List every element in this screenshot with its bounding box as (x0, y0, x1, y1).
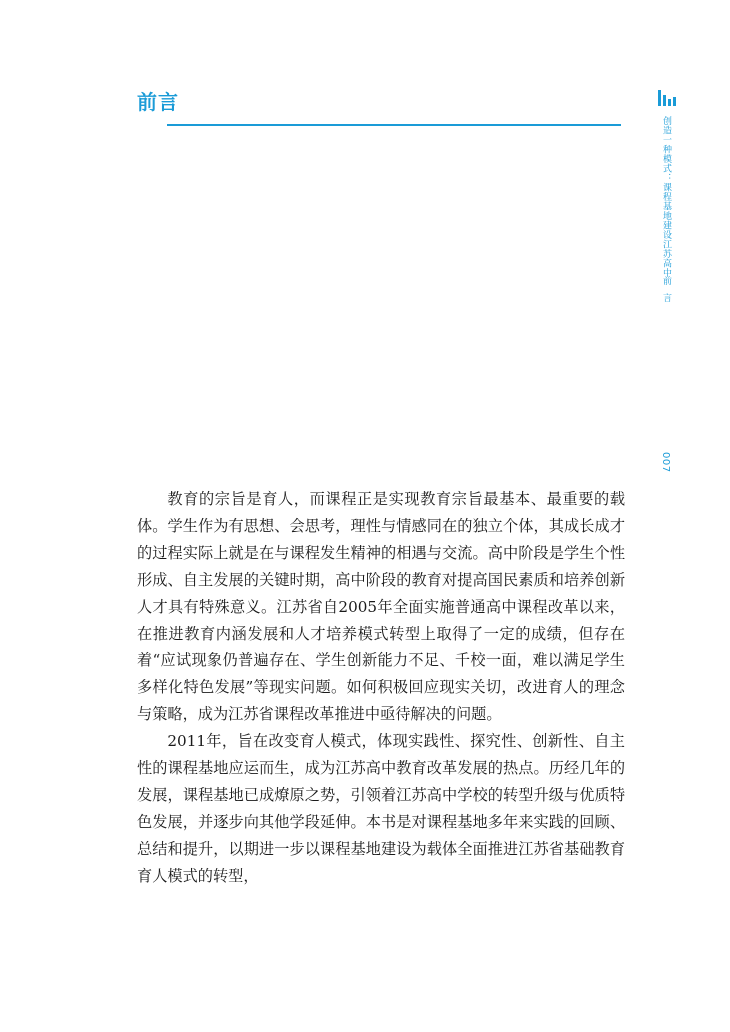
page-number: 007 (660, 452, 671, 473)
page-title: 前言 (137, 90, 179, 114)
side-book-title: 创造一种模式：课程基地建设江苏高中 (661, 116, 671, 278)
body-text (137, 486, 625, 890)
title-rule (167, 124, 621, 126)
side-chapter-label: 前言 (661, 276, 671, 310)
bars-logo-icon (658, 90, 676, 106)
paragraph: 2011年，旨在改变育人模式，体现实践性、探究性、创新性、自主性的课程基地应运而生，成为江苏高中教育改革发展的热点。历经几年的发展，课程基地已成燎原之势，引领着江苏高中学校的转型升级与优质特色发展，并逐步向其他学段延伸。本书是对课程基地多年来实践的回顾、总结和提升，以期进一步以课程基地建设为载体全面推进江苏省基础教育育人模式的转型， (137, 732, 625, 885)
paragraph: 教育的宗旨是育人，而课程正是实现教育宗旨最基本、最重要的载体。学生作为有思想、会思考，理性与情感同在的独立个体，其成长成才的过程实际上就是在与课程发生精神的相遇与交流。高中阶段是学生个性形成、自主发展的关键时期，高中阶段的教育对提高国民素质和培养创新人才具有特殊意义。江苏省自2005年全面实施普通高中课程改革以来，在推进教育内涵发展和人才培养模式转型上取得了一定的成绩，但存在着“应试现象仍普遍存在、学生创新能力不足、千校一面，难以满足学生多样化特色发展”等现实问题。如何积极回应现实关切，改进育人的理念与策略，成为江苏省课程改革推进中亟待解决的问题。 (137, 490, 625, 724)
